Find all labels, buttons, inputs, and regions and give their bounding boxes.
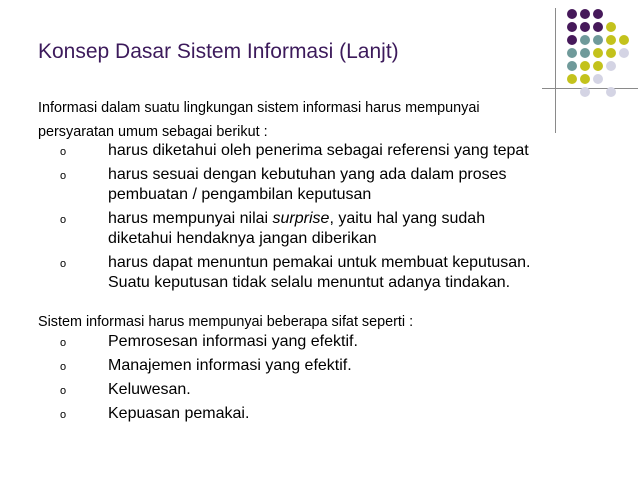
emphasis-text: surprise [272,210,330,227]
decorative-dot [593,61,603,71]
decorative-dot [593,9,603,19]
property-text: Pemrosesan informasi yang efektif. [108,333,358,350]
requirement-text-continued: Suatu keputusan tidak selalu menuntut adanya tindakan. [108,274,511,291]
decorative-dot [567,74,577,84]
decorative-dot [580,61,590,71]
properties-list [38,332,358,428]
requirement-text: harus dapat menuntun pemakai untuk membuat keputusan. [108,254,531,271]
decorative-dot [580,48,590,58]
decorative-dot [606,48,616,58]
bullet-marker: o [60,361,67,373]
property-text: Keluwesan. [108,381,191,398]
decorative-dot [567,35,577,45]
list-item [38,380,358,400]
bullet-marker: o [60,214,67,226]
list-item [38,356,358,376]
requirement-text-continued: diketahui hendaknya jangan diberikan [108,230,377,247]
property-text: Manajemen informasi yang efektif. [108,357,352,374]
requirement-text: harus sesuai dengan kebutuhan yang ada dalam proses [108,166,507,183]
decorative-dot [567,61,577,71]
bullet-marker: o [60,385,67,397]
decorative-dot [619,48,629,58]
requirements-list [38,141,531,297]
property-text: Kepuasan pemakai. [108,405,250,422]
bullet-marker: o [60,146,67,158]
list-item [38,141,531,161]
properties-intro: Sistem informasi harus mempunyai beberapa sifat seperti : [38,314,414,330]
list-item [38,332,358,352]
decorative-dot [606,87,616,97]
decorative-dot [606,35,616,45]
decorative-dot [593,74,603,84]
decorative-dot [593,22,603,32]
requirement-text-after: , yaitu hal yang sudah [329,210,486,227]
requirement-text: harus mempunyai nilai [108,210,273,227]
decorative-vertical-line [555,8,556,133]
decorative-dot [567,48,577,58]
bullet-marker: o [60,409,67,421]
list-item [38,209,531,249]
decorative-dot [606,61,616,71]
decorative-dot [567,9,577,19]
list-item [38,165,531,205]
slide-title: Konsep Dasar Sistem Informasi (Lanjt) [38,40,399,63]
requirement-text: harus diketahui oleh penerima sebagai referensi yang tepat [108,142,529,159]
decorative-horizontal-line [542,88,638,89]
decorative-dot [567,22,577,32]
decorative-dot [593,48,603,58]
list-item [38,253,531,293]
bullet-marker: o [60,337,67,349]
decorative-dot [580,22,590,32]
decorative-dot [580,9,590,19]
requirement-text-continued: pembuatan / pengambilan keputusan [108,186,372,203]
intro-line-1: Informasi dalam suatu lingkungan sistem informasi harus mempunyai [38,100,480,116]
decorative-dot [580,74,590,84]
bullet-marker: o [60,258,67,270]
decorative-dot [580,35,590,45]
decorative-dot [580,87,590,97]
decorative-dot [619,35,629,45]
bullet-marker: o [60,170,67,182]
decorative-dot [593,35,603,45]
list-item [38,404,358,424]
decorative-dot [606,22,616,32]
intro-line-2: persyaratan umum sebagai berikut : [38,124,268,140]
